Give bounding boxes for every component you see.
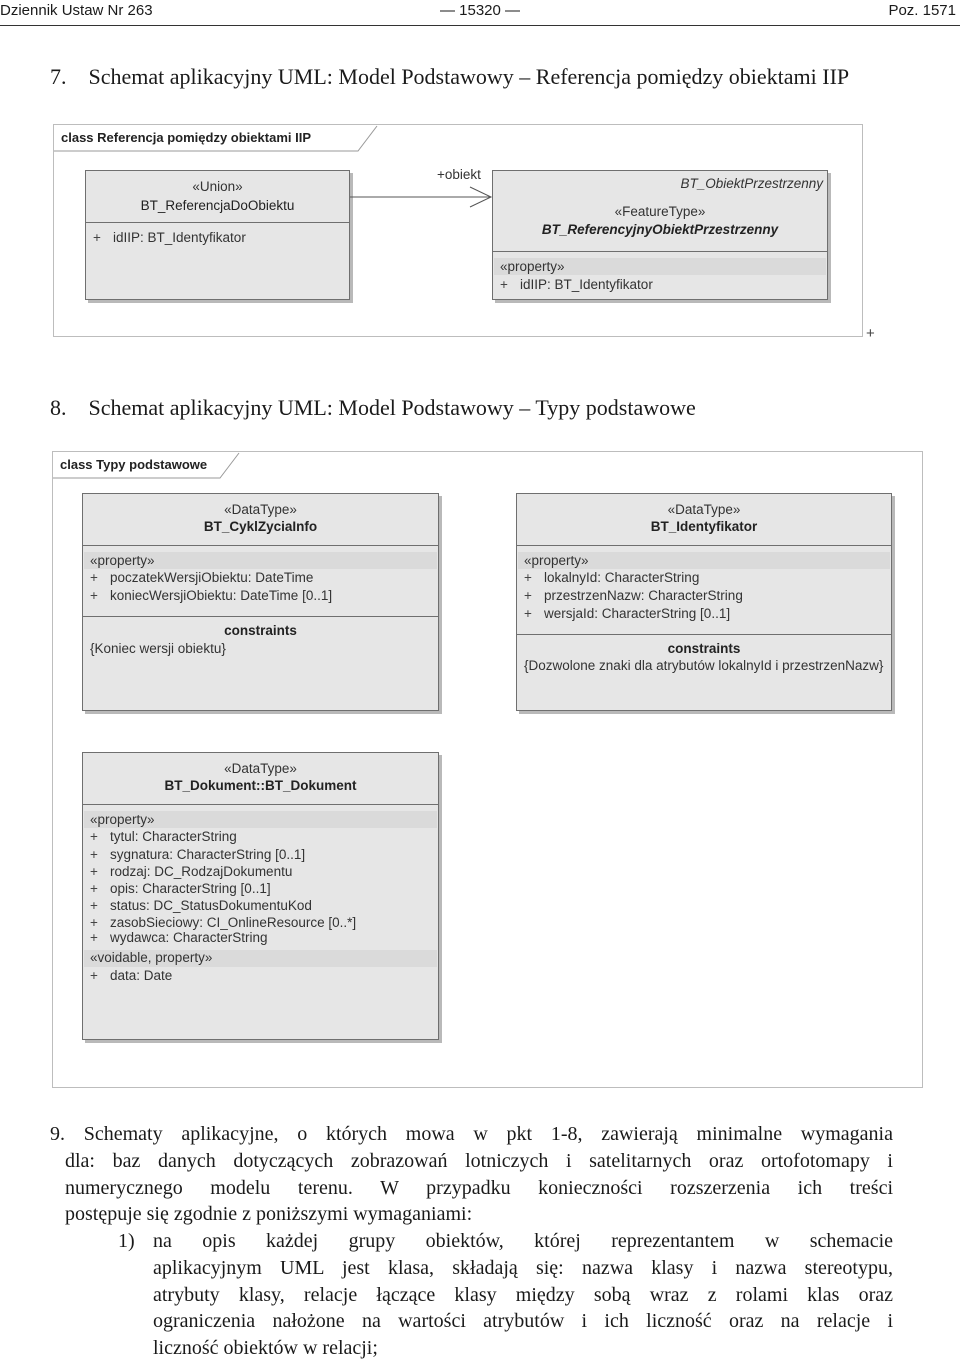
compartment-divider xyxy=(86,222,349,223)
compartment-divider xyxy=(83,545,438,546)
attribute-row: + idIIP: BT_Identyfikator xyxy=(500,277,653,292)
property-stereotype: «property» xyxy=(90,553,155,568)
compartment-divider xyxy=(517,545,891,546)
class-bt-referencyjny-obiekt-przestrzenny[interactable] xyxy=(492,170,828,300)
constraint-text: {Dozwolone znaki dla atrybutów lokalnyId i przestrzenNazw} xyxy=(524,658,884,673)
attribute-row: + status: DC_StatusDokumentuKod xyxy=(90,898,312,913)
compartment-divider xyxy=(83,804,438,805)
section-7-title: 7. Schemat aplikacyjny UML: Model Podstawowy – Referencja pomiędzy obiektami IIP xyxy=(50,64,850,89)
attribute-row: + opis: CharacterString [0..1] xyxy=(90,881,271,896)
section-8-title: 8. Schemat aplikacyjny UML: Model Podstawowy – Typy podstawowe xyxy=(50,395,696,420)
frame-label: class Referencja pomiędzy obiektami IIP xyxy=(54,125,378,151)
attribute-row: + tytul: CharacterString xyxy=(90,829,237,844)
attribute-row: + rodzaj: DC_RodzajDokumentu xyxy=(90,864,293,879)
class-name: BT_Identyfikator xyxy=(650,519,758,534)
attribute-row: + przestrzenNazw: CharacterString xyxy=(524,588,743,603)
paragraph-line: postępuje się zgodnie z poniższymi wymaganiami: xyxy=(65,1203,473,1226)
class-name: BT_CyklZyciaInfo xyxy=(203,519,318,534)
class-name: BT_Dokument::BT_Dokument xyxy=(164,778,357,793)
list-item-line: na opis każdej grupy obiektów, której reprezentantem w schemacie xyxy=(153,1230,893,1252)
stereotype-label: «DataType» xyxy=(224,502,297,517)
list-item-line: atrybuty klasy, relacje łączące klasy między sobą wraz z rolami klas oraz xyxy=(153,1283,893,1306)
frame-corner-plus: + xyxy=(866,325,875,342)
header-page-number: — 15320 — xyxy=(439,2,521,19)
paragraph-line: numerycznego modelu terenu. W przypadku konieczności rozszerzenia ich treści xyxy=(65,1176,893,1199)
attribute-row: + wersjaId: CharacterString [0..1] xyxy=(524,606,731,621)
class-bt-referencja-do-obiektu[interactable] xyxy=(85,170,350,300)
attribute-row: + lokalnyId: CharacterString xyxy=(524,570,700,585)
class-name: BT_ReferencjaDoObiektu xyxy=(140,198,295,213)
class-bt-cykl-zycia-info[interactable] xyxy=(82,493,439,711)
association-role-label: +obiekt xyxy=(437,167,481,182)
class-bt-dokument[interactable] xyxy=(82,752,439,1040)
stereotype-label: «DataType» xyxy=(667,502,741,517)
section-9-paragraph xyxy=(50,1121,893,1228)
paragraph-line: dla: baz danych dotyczących zobrazowań lotniczych i satelitarnych oraz ortofotomapy i xyxy=(65,1149,893,1172)
compartment-divider xyxy=(493,251,827,252)
attribute-row: + idIIP: BT_Identyfikator xyxy=(93,230,246,245)
attribute-row: + zasobSieciowy: CI_OnlineResource [0..*] xyxy=(90,915,357,930)
list-item-number: 1) xyxy=(118,1230,135,1252)
constraints-heading: constraints xyxy=(667,641,741,656)
property-stereotype: «property» xyxy=(524,553,589,568)
stereotype-label: «FeatureType» xyxy=(614,204,706,219)
attribute-row: + data: Date xyxy=(90,968,173,983)
constraint-text: {Koniec wersji obiektu} xyxy=(90,641,226,656)
attribute-row: + koniecWersjiObiektu: DateTime [0..1] xyxy=(90,588,333,603)
header-rule xyxy=(0,25,960,26)
compartment-divider xyxy=(517,634,891,635)
property-stereotype: «property» xyxy=(500,259,565,274)
header-journal: Dziennik Ustaw Nr 263 xyxy=(0,2,153,19)
attribute-row: + sygnatura: CharacterString [0..1] xyxy=(90,847,306,862)
paragraph-line: 9. Schematy aplikacyjne, o których mowa w pkt 1-8, zawierają minimalne wymagania xyxy=(50,1123,893,1145)
stereotype-label: «DataType» xyxy=(224,761,297,776)
frame-label: class Typy podstawowe xyxy=(53,452,240,478)
list-item-text xyxy=(153,1228,893,1362)
header-position: Poz. 1571 xyxy=(888,2,956,19)
constraints-heading: constraints xyxy=(224,623,297,638)
compartment-divider xyxy=(83,616,438,617)
class-name: BT_ReferencyjnyObiektPrzestrzenny xyxy=(541,222,779,237)
voidable-stereotype: «voidable, property» xyxy=(90,950,213,965)
attribute-row: + poczatekWersjiObiektu: DateTime xyxy=(90,570,314,585)
list-item-line: ograniczenia nałożone na wartości atrybutów i ich liczność oraz na relacje i xyxy=(153,1310,893,1333)
superclass-label: BT_ObiektPrzestrzenny xyxy=(680,176,823,191)
list-item-line: aplikacyjnym UML jest klasa, składają się: nazwa klasy i nazwa stereotypu, xyxy=(153,1256,893,1279)
property-stereotype: «property» xyxy=(90,812,155,827)
stereotype-label: «Union» xyxy=(192,179,243,194)
class-bt-identyfikator[interactable] xyxy=(516,493,892,711)
list-item-line: liczność obiektów w relacji; xyxy=(153,1337,378,1360)
attribute-row: + wydawca: CharacterString xyxy=(90,930,268,945)
